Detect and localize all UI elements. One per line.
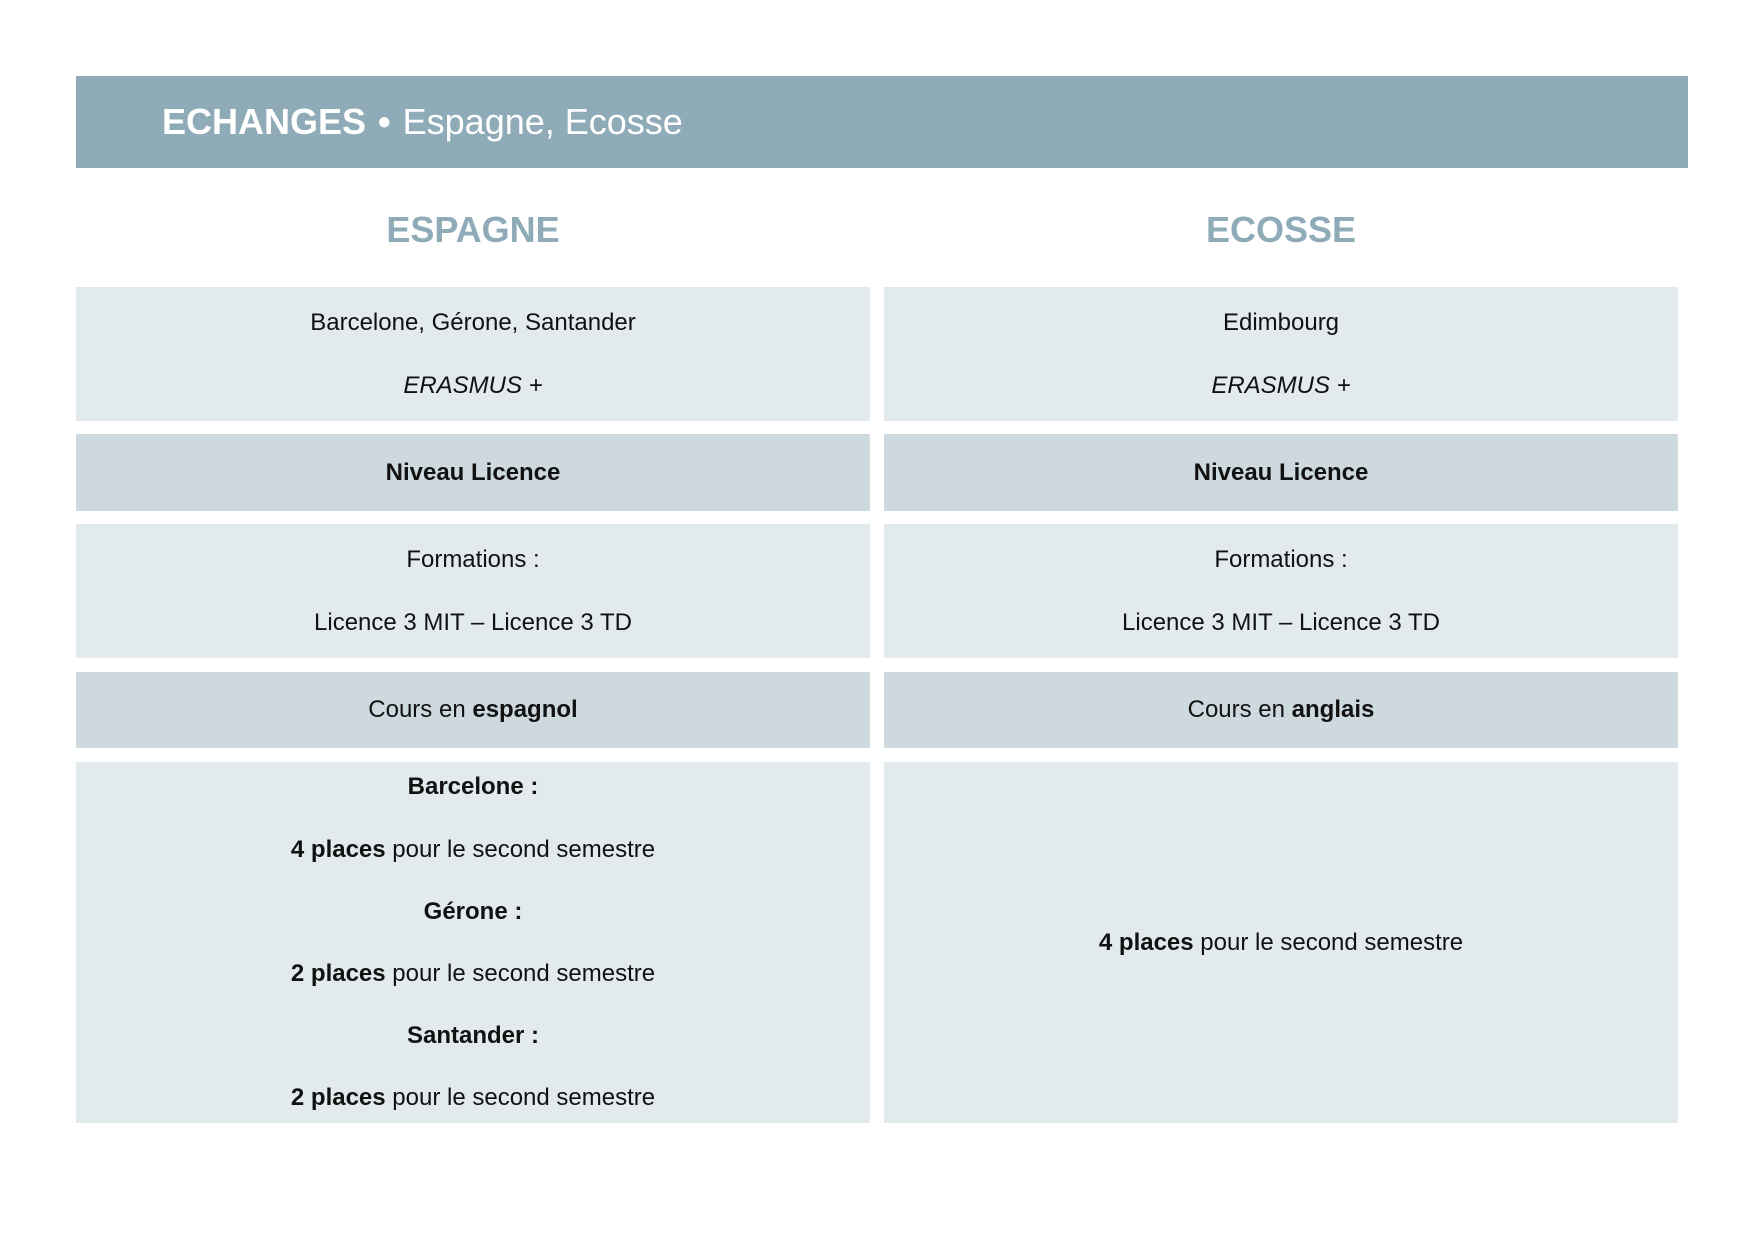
header-banner (76, 76, 1688, 168)
course-language-line (1188, 694, 1375, 725)
places-line (291, 958, 655, 989)
formations-cell-espagne (76, 524, 870, 658)
formations-list: Licence 3 MIT – Licence 3 TD (1122, 609, 1440, 636)
course-language: espagnol (472, 696, 578, 724)
destination-cities: Barcelone, Gérone, Santander (310, 308, 636, 336)
language-cell-ecosse (884, 672, 1678, 748)
destination-cell-espagne (76, 287, 870, 421)
program-name: ERASMUS + (403, 372, 543, 399)
places-line (1099, 927, 1463, 958)
course-prefix: Cours en (1187, 696, 1285, 724)
places-line (291, 834, 655, 865)
level-cell-ecosse (884, 434, 1678, 511)
places-count: 2 places (290, 960, 386, 987)
banner-separator: • (378, 101, 391, 142)
course-language-line (368, 694, 577, 725)
level-label: Niveau Licence (1193, 458, 1369, 486)
column-title-ecosse: ECOSSE (1205, 209, 1357, 250)
places-period: pour le second semestre (1200, 928, 1464, 956)
level-cell-espagne (76, 434, 870, 511)
program-name: ERASMUS + (1211, 372, 1351, 399)
places-city: Gérone : (423, 897, 523, 925)
places-period: pour le second semestre (392, 1084, 656, 1112)
destination-cell-ecosse (884, 287, 1678, 421)
formations-label: Formations : (406, 545, 540, 573)
language-cell-espagne (76, 672, 870, 748)
places-city: Barcelone : (407, 773, 539, 801)
course-language: anglais (1291, 696, 1375, 724)
places-line (291, 1082, 655, 1113)
level-label: Niveau Licence (385, 458, 561, 486)
formations-list: Licence 3 MIT – Licence 3 TD (314, 609, 632, 636)
places-count: 4 places (290, 835, 386, 863)
course-prefix: Cours en (368, 696, 466, 724)
places-count: 2 places (290, 1084, 386, 1112)
banner-title: ECHANGES (162, 101, 367, 142)
places-cell-ecosse (884, 762, 1678, 1123)
places-city: Santander : (406, 1022, 540, 1050)
places-period: pour le second semestre (392, 835, 656, 863)
places-count: 4 places (1098, 928, 1194, 956)
places-period: pour le second semestre (392, 960, 656, 987)
formations-cell-ecosse (884, 524, 1678, 658)
destination-cities: Edimbourg (1222, 308, 1340, 336)
banner-subtitle: Espagne, Ecosse (402, 101, 683, 142)
column-title-espagne: ESPAGNE (386, 209, 560, 250)
formations-label: Formations : (1214, 545, 1348, 573)
places-cell-espagne (76, 762, 870, 1123)
